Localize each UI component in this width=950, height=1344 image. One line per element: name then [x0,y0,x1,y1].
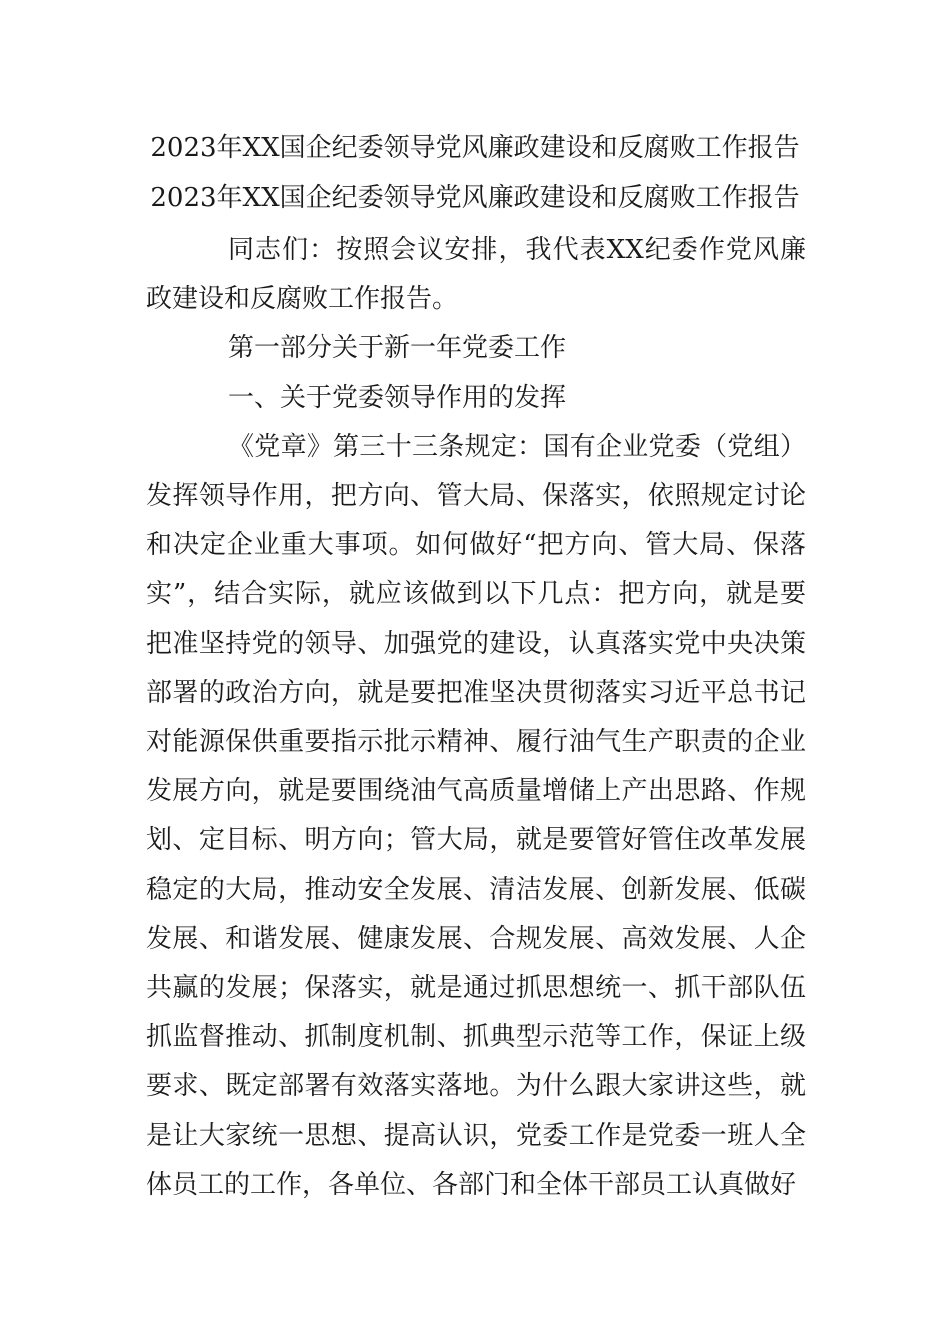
subsection-heading: 一、关于党委领导作用的发挥 [228,382,567,413]
opening-paragraph: 同志们：按照会议安排，我代表XX纪委作党风廉政建设和反腐败工作报告。 [146,235,806,315]
document-body [146,226,806,1210]
document-title-repeat: 2023年XX国企纪委领导党风廉政建设和反腐败工作报告 [150,183,800,213]
section-heading: 第一部分关于新一年党委工作 [228,333,567,364]
body-paragraph: 《党章》第三十三条规定：国有企业党委（党组）发挥领导作用，把方向、管大局、保落实，依照规定讨论和决定企业重大事项。如何做好“把方向、管大局、保落实”，结合实际，就应该做到以下几点：把方向，就是要把准坚持党的领导、加强党的建设，认真落实党中央决策部署的政治方向，就是要把准坚决贯彻落实习近平总书记对能源保供重要指示批示精神、履行油气生产职责的企业发展方向，就是要围绕油气高质量增储上产出思路、作规划、定目标、明方向；管大局，就是要管好管住改革发展稳定的大局，推动安全发展、清洁发展、创新发展、低碳发展、和谐发展、健康发展、合规发展、高效发展、人企共赢的发展；保落实，就是通过抓思想统一、抓干部队伍抓监督推动、抓制度机制、抓典型示范等工作，保证上级要求、既定部署有效落实落地。为什么跟大家讲这些，就是让大家统一思想、提高认识，党委工作是党委一班人全体员工的工作，各单位、各部门和全体干部员工认真做好 [146,431,806,1200]
document-title: 2023年XX国企纪委领导党风廉政建设和反腐败工作报告 [150,133,800,163]
